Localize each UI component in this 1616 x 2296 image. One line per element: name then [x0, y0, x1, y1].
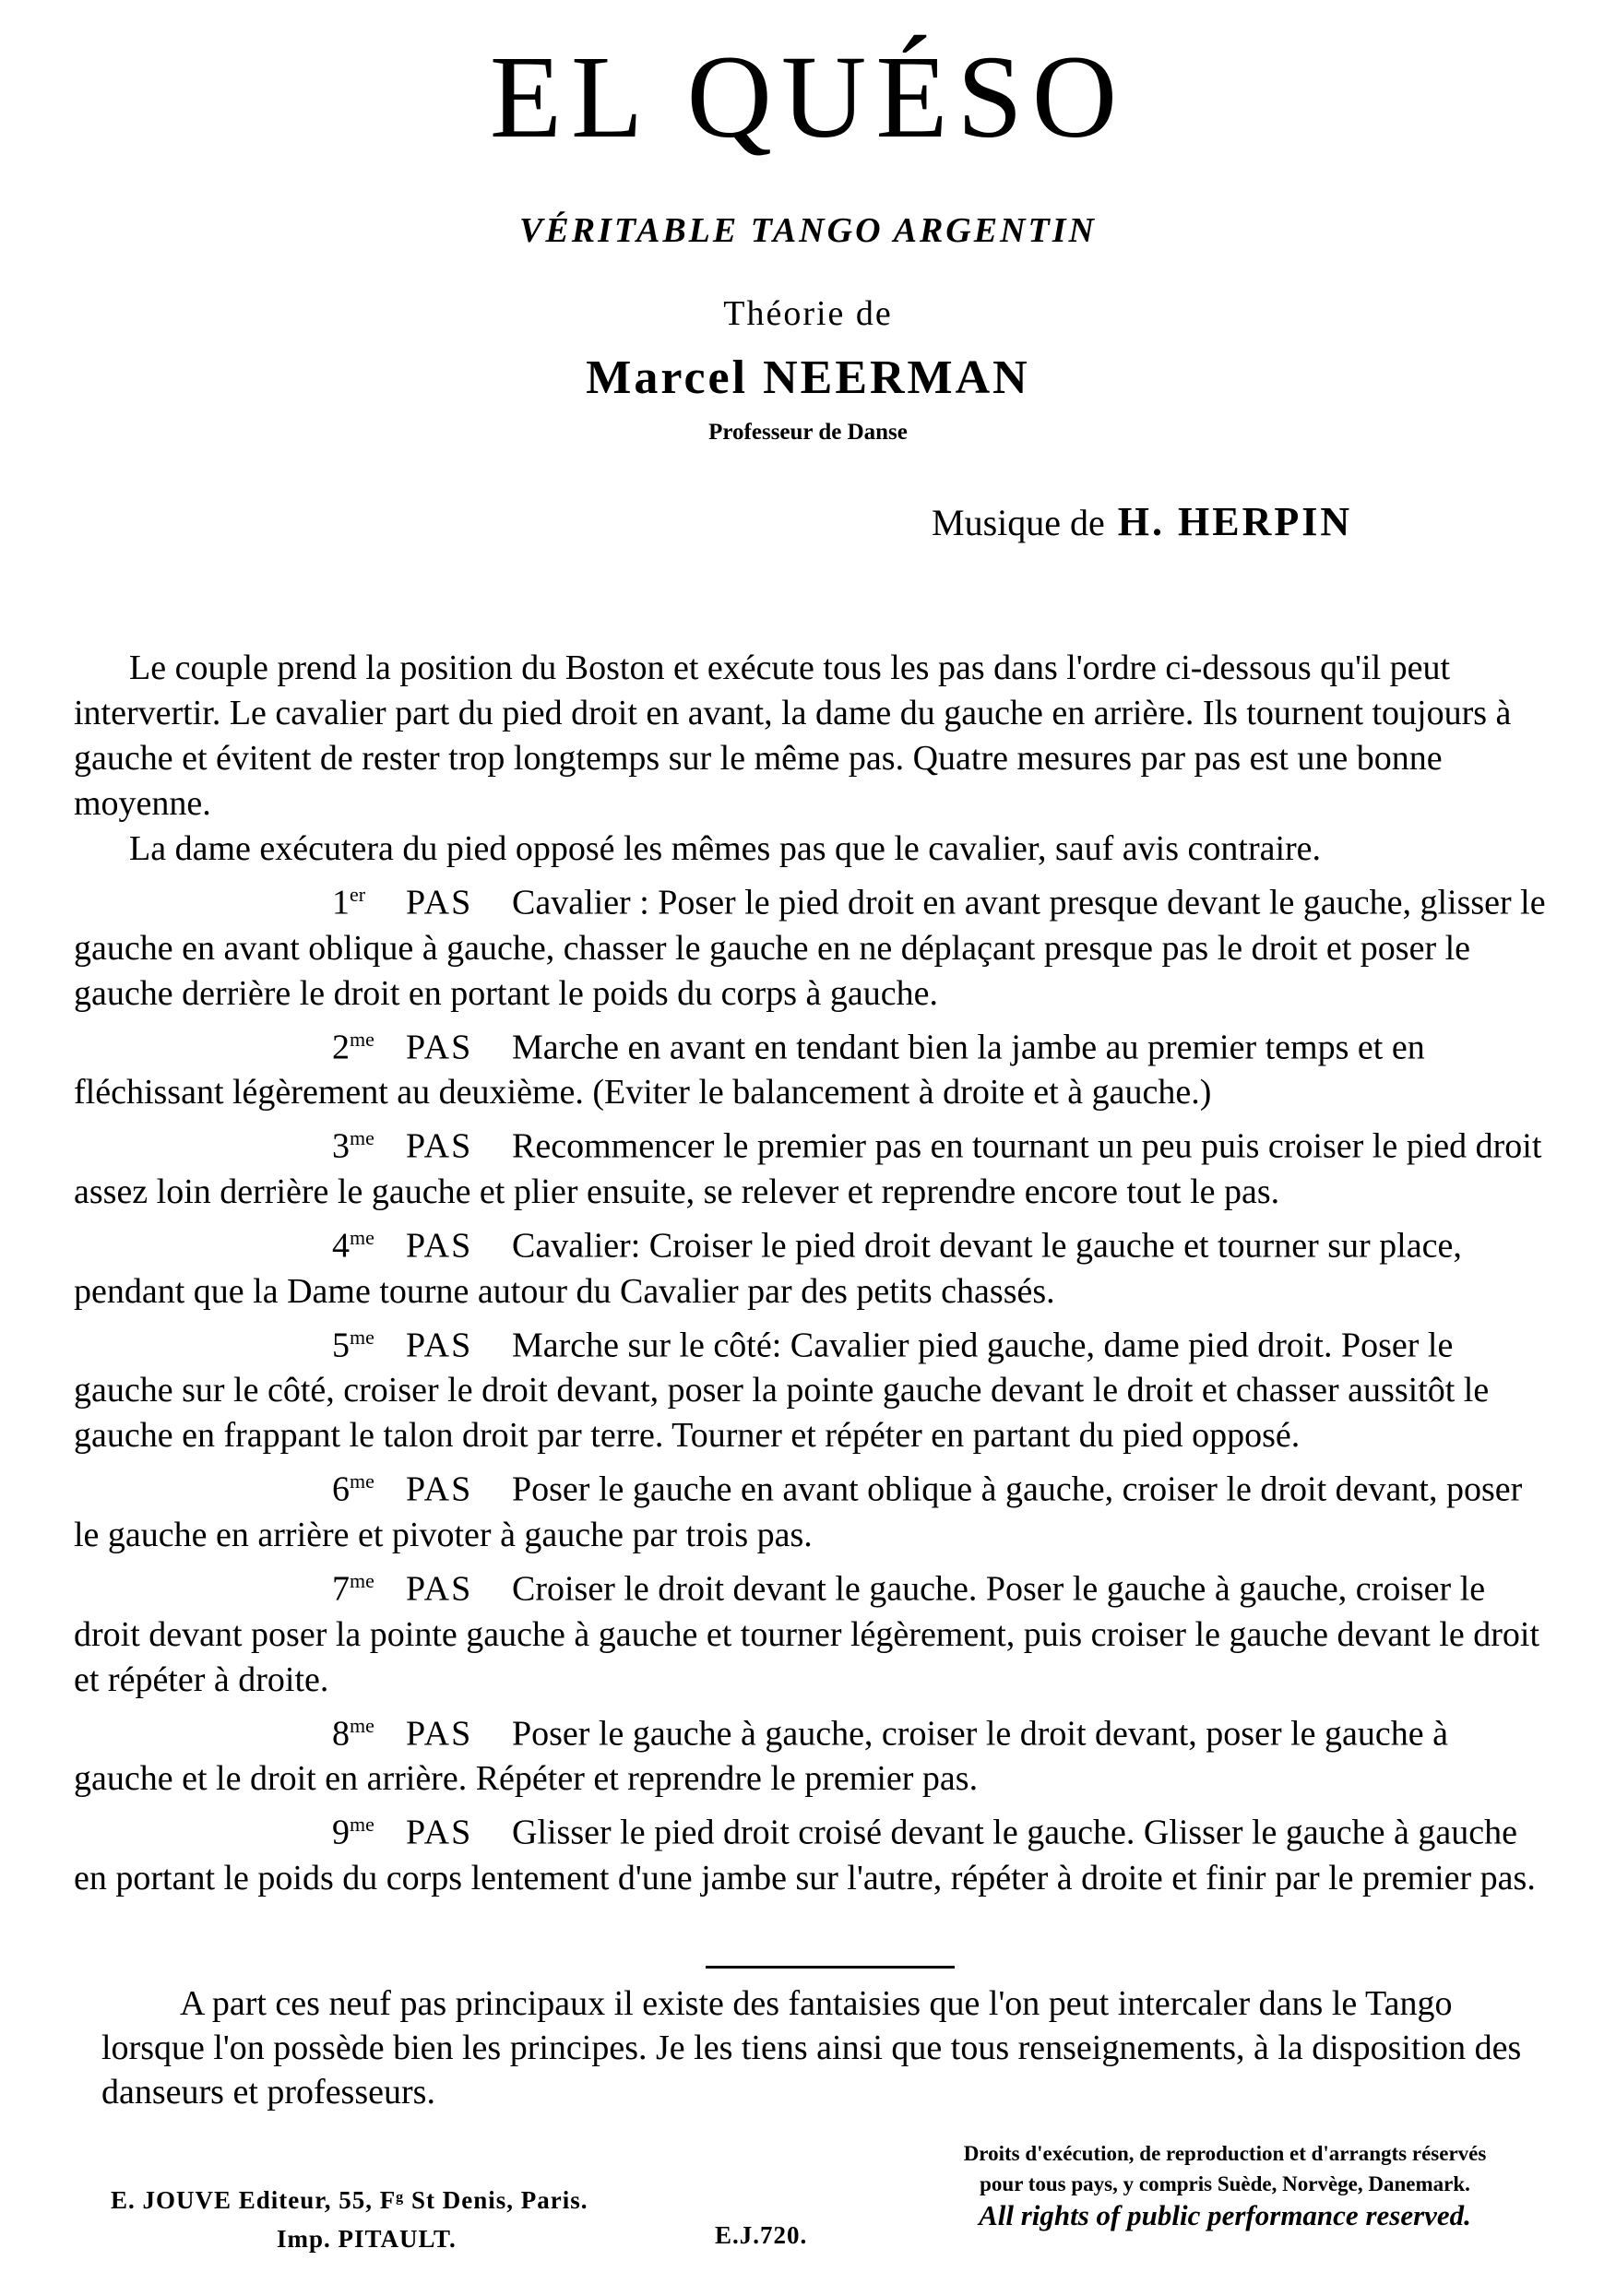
step-number: 4 [332, 1226, 350, 1266]
closing-text: A part ces neuf pas principaux il existe des fantaisies que l'on peut intercaler dans le Tango lorsque l'on possède bien les principes. Je les tiens ainsi que tous renseignements, à la disposition des danseurs et professeurs. [101, 1984, 1522, 2112]
rights-notice [874, 2138, 1575, 2232]
subtitle: VÉRITABLE TANGO ARGENTIN [519, 211, 1097, 250]
step-label: PAS [406, 1469, 473, 1509]
step-number: 7 [332, 1569, 350, 1609]
step-7 [74, 1558, 1550, 1703]
step-label: PAS [406, 1813, 473, 1852]
step-6 [74, 1458, 1550, 1558]
composer-name: H. HERPIN [1117, 499, 1353, 544]
step-text: Croiser le droit devant le gauche. Poser le gauche à gauche, croiser le droit devant poser la pointe gauche à gauche et tourner légèrement, puis croiser le gauche devant le droit et répéter à droite. [74, 1569, 1540, 1699]
instructions-body [74, 646, 1550, 1901]
step-8 [74, 1703, 1550, 1802]
step-2 [74, 1017, 1550, 1116]
section-divider [706, 1966, 955, 1969]
step-label: PAS [406, 1226, 473, 1266]
step-number: 6 [332, 1469, 350, 1509]
music-prefix: Musique de [932, 502, 1105, 543]
step-number: 3 [332, 1126, 350, 1166]
rights-english: All rights of public performance reserved. [979, 2199, 1471, 2231]
step-4 [74, 1215, 1550, 1315]
step-number: 9 [332, 1813, 350, 1852]
step-5 [74, 1315, 1550, 1459]
author-name: Marcel NEERMAN [586, 351, 1030, 404]
step-text: Recommencer le premier pas en tournant un peu puis croiser le pied droit assez loin derrière le gauche et plier ensuite, se relever et reprendre encore tout le pas. [74, 1126, 1542, 1211]
step-ordinal: me [350, 1126, 374, 1150]
step-3 [74, 1115, 1550, 1215]
step-label: PAS [406, 1569, 473, 1609]
author-profession: Professeur de Danse [708, 420, 908, 445]
step-ordinal: me [350, 1568, 374, 1592]
intro-paragraph: Le couple prend la position du Boston et exécute tous les pas dans l'ordre ci-dessous qu'il peut intervertir. Le cavalier part du pied droit en avant, la dame du gauche en arrière. Ils tournent toujours à gauche et évitent de rester trop longtemps sur le même pas. Quatre mesures par pas est une bonne moyenne. [74, 648, 1512, 823]
page-title: EL QUÉSO [489, 31, 1127, 162]
step-ordinal: me [350, 1469, 374, 1493]
intro-note: La dame exécutera du pied opposé les mêmes pas que le cavalier, sauf avis contraire. [129, 829, 1322, 868]
step-number: 1 [332, 883, 350, 922]
publisher-imprint: E. JOUVE Editeur, 55, Fᵍ St Denis, Paris. [111, 2186, 588, 2214]
step-text: Cavalier: Croiser le pied droit devant le gauche et tourner sur place, pendant que la Dame tourne autour du Cavalier par des petits chassés. [74, 1226, 1462, 1311]
step-label: PAS [406, 883, 473, 922]
step-1 [74, 872, 1550, 1017]
step-label: PAS [406, 1028, 473, 1067]
step-label: PAS [406, 1326, 473, 1365]
step-number: 2 [332, 1028, 350, 1067]
step-ordinal: me [350, 1813, 374, 1837]
step-number: 5 [332, 1326, 350, 1365]
closing-paragraph [101, 1981, 1550, 2114]
step-label: PAS [406, 1126, 473, 1166]
step-text: Marche sur le côté: Cavalier pied gauche, dame pied droit. Poser le gauche sur le côté, croiser le droit devant, poser la pointe gauche devant le droit et chasser aussitôt le gauche en frappant le talon droit par terre. Tourner et répéter en partant du pied opposé. [74, 1326, 1490, 1456]
catalog-number: E.J.720. [715, 2221, 808, 2249]
step-text: Cavalier : Poser le pied droit en avant presque devant le gauche, glisser le gauche en avant oblique à gauche, chasser le gauche en ne déplaçant presque pas le droit et poser le gauche derrière le droit en portant le poids du corps à gauche. [74, 883, 1546, 1013]
step-text: Marche en avant en tendant bien la jambe au premier temps et en fléchissant légèrement au deuxième. (Eviter le balancement à droite et à gauche.) [74, 1028, 1425, 1112]
step-number: 8 [332, 1714, 350, 1754]
music-credit [932, 498, 1352, 545]
step-ordinal: me [350, 1713, 374, 1737]
step-text: Glisser le pied droit croisé devant le gauche. Glisser le gauche à gauche en portant le poids du corps lentement d'une jambe sur l'autre, répéter à droite et finir par le premier pas. [74, 1813, 1536, 1897]
theorie-de-label: Théorie de [723, 294, 893, 333]
step-ordinal: me [350, 1325, 374, 1349]
step-text: Poser le gauche à gauche, croiser le droit devant, poser le gauche à gauche et le droit en arrière. Répéter et reprendre le premier pas. [74, 1714, 1448, 1799]
printer-imprint: Imp. PITAULT. [277, 2225, 457, 2253]
step-label: PAS [406, 1714, 473, 1754]
step-ordinal: me [350, 1027, 374, 1051]
step-text: Poser le gauche en avant oblique à gauche, croiser le droit devant, poser le gauche en arrière et pivoter à gauche par trois pas. [74, 1469, 1523, 1554]
step-9 [74, 1802, 1550, 1901]
rights-french-line-2: pour tous pays, y compris Suède, Norvège, Danemark. [980, 2172, 1470, 2195]
step-ordinal: me [350, 1225, 374, 1249]
step-ordinal: er [350, 883, 366, 906]
rights-french-line-1: Droits d'exécution, de reproduction et d'arrangts réservés [963, 2142, 1487, 2165]
